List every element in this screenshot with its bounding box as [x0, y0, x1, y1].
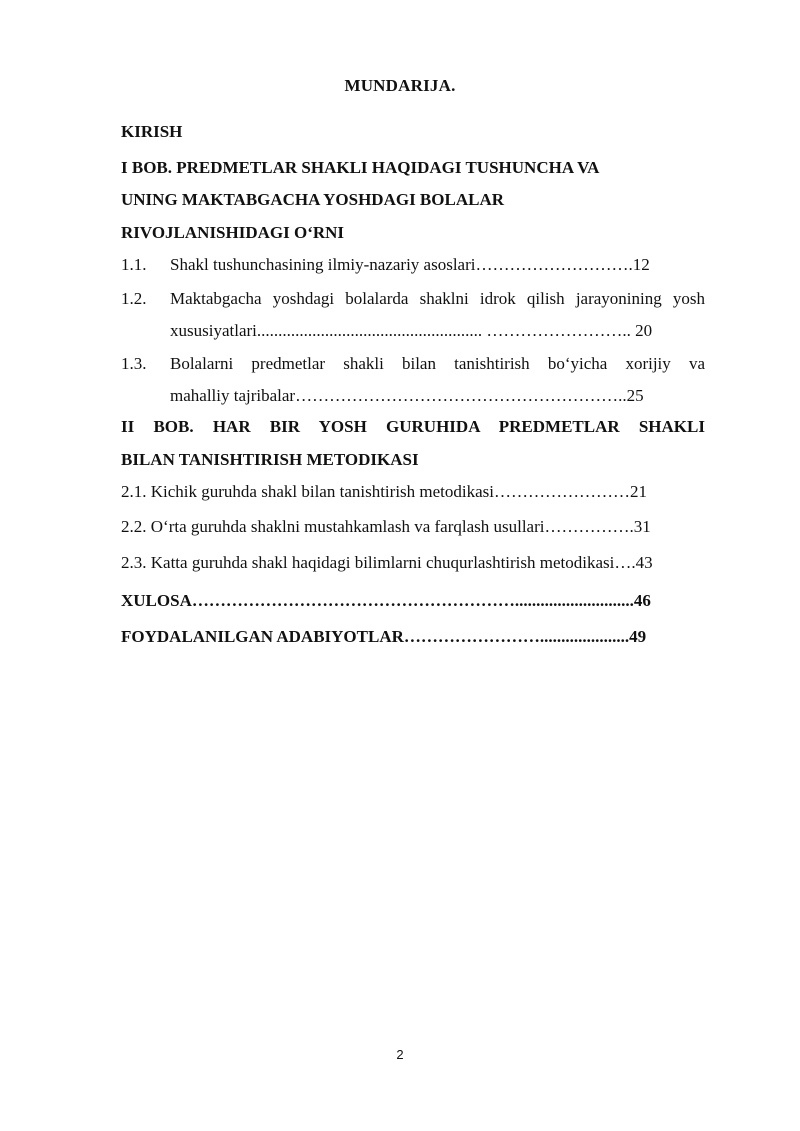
- section-2-1: 2.1. Kichik guruhda shakl bilan tanishtirish metodikasi……………………21: [121, 482, 648, 501]
- section-1-3-text-line2: mahalliy tajribalar…………………………………………………..25: [170, 386, 644, 405]
- toc-entry-xulosa: XULOSA…………………………………………………............................46: [121, 591, 651, 610]
- section-1-2-number: 1.2.: [121, 289, 147, 308]
- section-1-3-text-line1: Bolalarni predmetlar shakli bilan tanishtirish bo‘yicha xorijiy va: [170, 354, 705, 373]
- section-2-2: 2.2. O‘rta guruhda shaklni mustahkamlash va farqlash usullari…………….31: [121, 517, 651, 536]
- section-1-1-text: Shakl tushunchasining ilmiy-nazariy asoslari……………………….12: [170, 255, 650, 274]
- section-1-2-text-line1: Maktabgacha yoshdagi bolalarda shaklni idrok qilish jarayonining yosh: [170, 289, 705, 308]
- page-title: MUNDARIJA.: [344, 76, 456, 95]
- section-2-3: 2.3. Katta guruhda shakl haqidagi bilimlarni chuqurlashtirish metodikasi….43: [121, 553, 653, 572]
- chapter1-heading-line1: I BOB. PREDMETLAR SHAKLI HAQIDAGI TUSHUNCHA VA: [121, 158, 600, 177]
- toc-entry-kirish: KIRISH: [121, 122, 183, 141]
- toc-entry-adabiyotlar: FOYDALANILGAN ADABIYOTLAR…………………….....................49: [121, 627, 647, 646]
- chapter1-heading-line2: UNING MAKTABGACHA YOSHDAGI BOLALAR: [121, 190, 505, 209]
- section-1-1-number: 1.1.: [121, 255, 147, 274]
- section-1-2-text-line2: xususiyatlari..................................................... …………………….. 20: [170, 321, 653, 340]
- chapter2-heading-line1: II BOB. HAR BIR YOSH GURUHIDA PREDMETLAR SHAKLI: [121, 417, 705, 436]
- chapter2-heading-line2: BILAN TANISHTIRISH METODIKASI: [121, 450, 419, 469]
- section-1-3-number: 1.3.: [121, 354, 147, 373]
- chapter1-heading-line3: RIVOJLANISHIDAGI O‘RNI: [121, 223, 345, 242]
- page-number: 2: [396, 1047, 404, 1062]
